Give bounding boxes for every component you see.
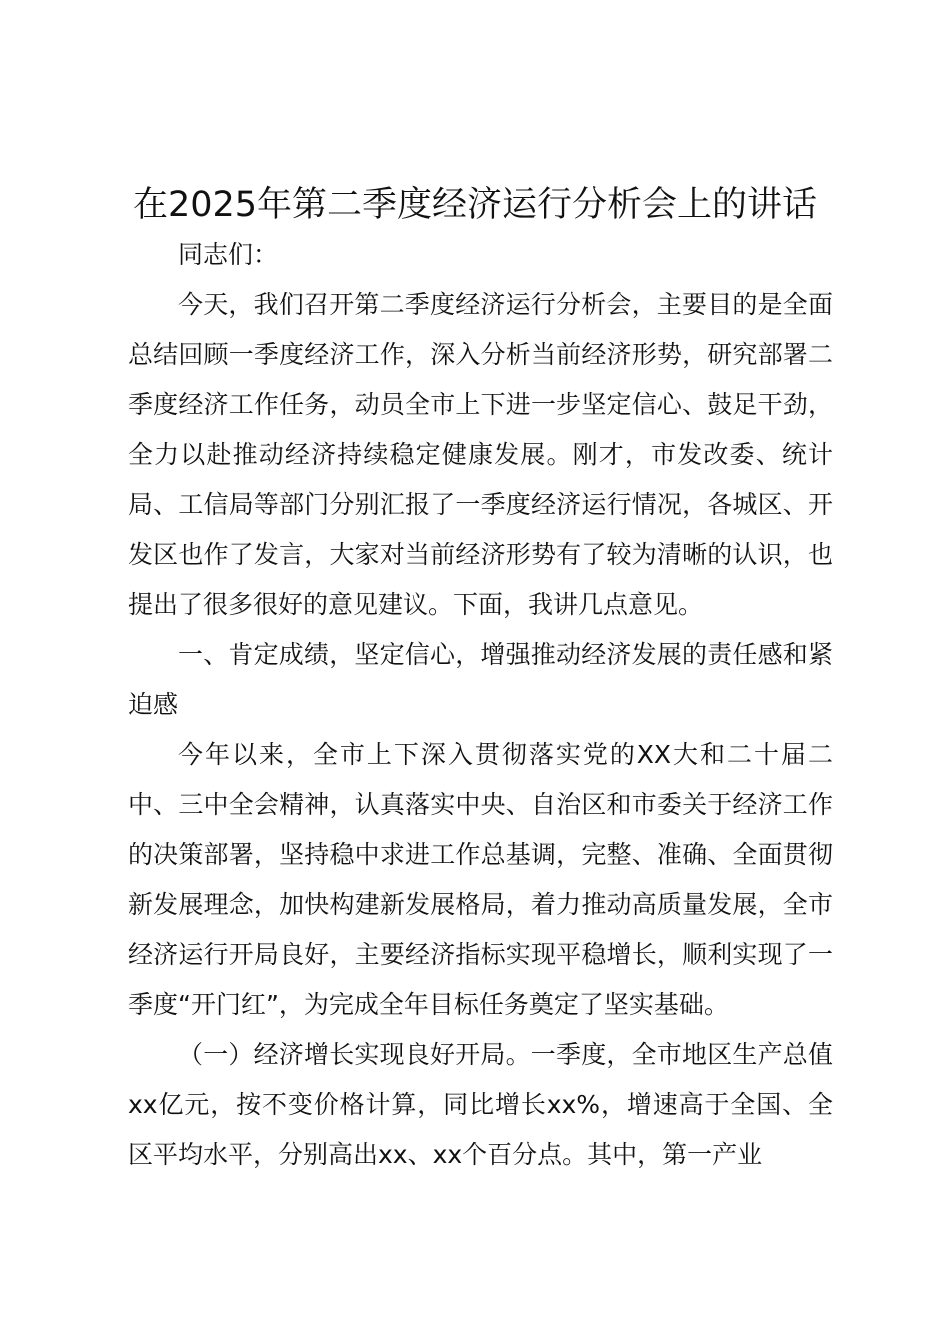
paragraph-economic-growth: （一）经济增长实现良好开局。一季度，全市地区生产总值xx亿元，按不变价格计算，同比增长xx%，增速高于全国、全区平均水平，分别高出xx、xx个百分点。其中，第一产业 [128,1040,833,1169]
section-heading-1: 一、肯定成绩，坚定信心，增强推动经济发展的责任感和紧迫感 [128,640,833,719]
salutation: 同志们： [178,240,279,269]
document-body [128,230,833,1180]
document-title: 在2025年第二季度经济运行分析会上的讲话 [132,185,818,225]
paragraph-achievements: 今年以来，全市上下深入贯彻落实党的XX大和二十届二中、三中全会精神，认真落实中央、自治区和市委关于经济工作的决策部署，坚持稳中求进工作总基调，完整、准确、全面贯彻新发展理念，加快构建新发展格局，着力推动高质量发展，全市经济运行开局良好，主要经济指标实现平稳增长，顺利实现了一季度“开门红”，为完成全年目标任务奠定了坚实基础。 [128,740,833,1019]
paragraph-intro: 今天，我们召开第二季度经济运行分析会，主要目的是全面总结回顾一季度经济工作，深入分析当前经济形势，研究部署二季度经济工作任务，动员全市上下进一步坚定信心、鼓足干劲，全力以赴推动经济持续稳定健康发展。刚才，市发改委、统计局、工信局等部门分别汇报了一季度经济运行情况，各城区、开发区也作了发言，大家对当前经济形势有了较为清晰的认识，也提出了很多很好的意见建议。下面，我讲几点意见。 [128,290,833,619]
